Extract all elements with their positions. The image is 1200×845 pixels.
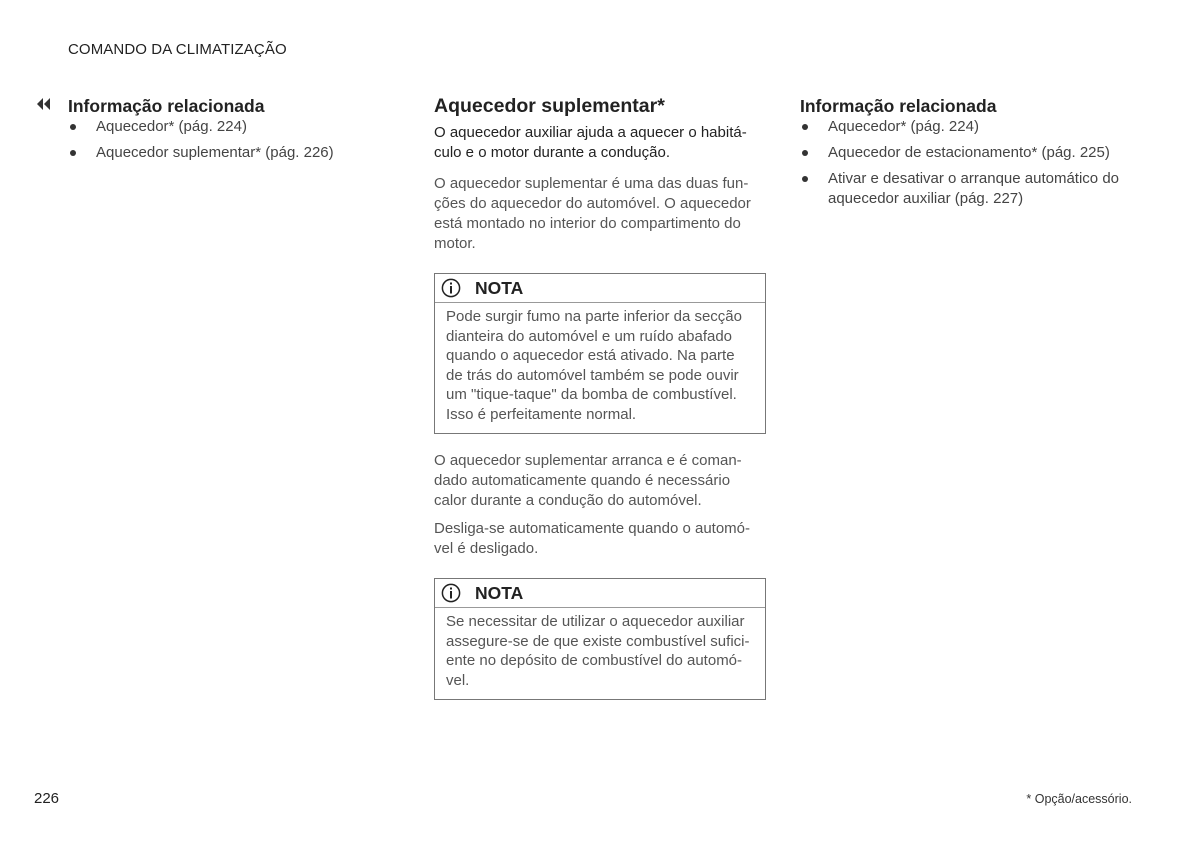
article-intro: O aquecedor auxiliar ajuda a aquecer o habitá-culo e o motor durante a condução. xyxy=(434,124,747,161)
note-header xyxy=(435,274,765,303)
related-link-label[interactable]: Aquecedor de estacionamento* (pág. 225) xyxy=(828,144,1110,161)
related-link-label[interactable]: Aquecedor* (pág. 224) xyxy=(96,118,247,135)
note-box xyxy=(434,578,766,700)
related-link-label[interactable]: Aquecedor* (pág. 224) xyxy=(828,118,979,135)
bullet xyxy=(802,150,808,156)
note-title: NOTA xyxy=(475,582,524,603)
bullet xyxy=(70,124,76,130)
bullet xyxy=(802,176,808,182)
note-box xyxy=(434,273,766,434)
article-title: Aquecedor suplementar* xyxy=(434,95,665,117)
footnote: * Opção/acessório. xyxy=(1026,792,1132,806)
related-info-title: Informação relacionada xyxy=(68,96,265,116)
related-link[interactable] xyxy=(68,143,388,163)
related-link[interactable] xyxy=(800,143,1140,163)
page-number: 226 xyxy=(34,790,60,807)
related-link-label[interactable]: Aquecedor suplementar* (pág. 226) xyxy=(96,144,334,161)
note-text: Pode surgir fumo na parte inferior da secção dianteira do automóvel e um ruído abafado quando o aquecedor está ativado. Na parte de trás do automóvel também se pode ouvir um "tique-taque" da bomba de combustível. Isso é perfeitamente normal. xyxy=(446,308,742,423)
info-circle-icon xyxy=(441,278,461,298)
related-link-label[interactable]: Ativar e desativar o arranque automático do aquecedor auxiliar (pág. 227) xyxy=(828,170,1119,207)
related-link[interactable] xyxy=(800,117,1140,137)
note-header xyxy=(435,579,765,608)
bullet xyxy=(70,150,76,156)
note-text: Se necessitar de utilizar o aquecedor auxiliar assegure-se de que existe combustível sufici-ente no depósito de combustível do automó-vel. xyxy=(446,613,750,689)
info-circle-icon xyxy=(441,583,461,603)
related-info-left xyxy=(68,94,388,169)
page-header: COMANDO DA CLIMATIZAÇÃO xyxy=(68,41,287,58)
related-link[interactable] xyxy=(68,117,388,137)
article-paragraph: O aquecedor suplementar arranca e é coman-dado automaticamente quando é necessário calor durante a condução do automóvel. xyxy=(434,452,742,509)
related-links-list xyxy=(800,117,1140,209)
related-info-title: Informação relacionada xyxy=(800,96,997,116)
related-info-right xyxy=(800,94,1140,215)
related-links-list xyxy=(68,117,388,163)
article-paragraph: O aquecedor suplementar é uma das duas fun-ções do aquecedor do automóvel. O aquecedor está montado no interior do compartimento do motor. xyxy=(434,175,751,252)
double-chevron-left-icon[interactable] xyxy=(35,97,53,111)
bullet xyxy=(802,124,808,130)
related-link[interactable] xyxy=(800,169,1140,209)
main-article xyxy=(434,94,766,700)
note-title: NOTA xyxy=(475,277,524,298)
article-paragraph: Desliga-se automaticamente quando o automó-vel é desligado. xyxy=(434,520,751,557)
